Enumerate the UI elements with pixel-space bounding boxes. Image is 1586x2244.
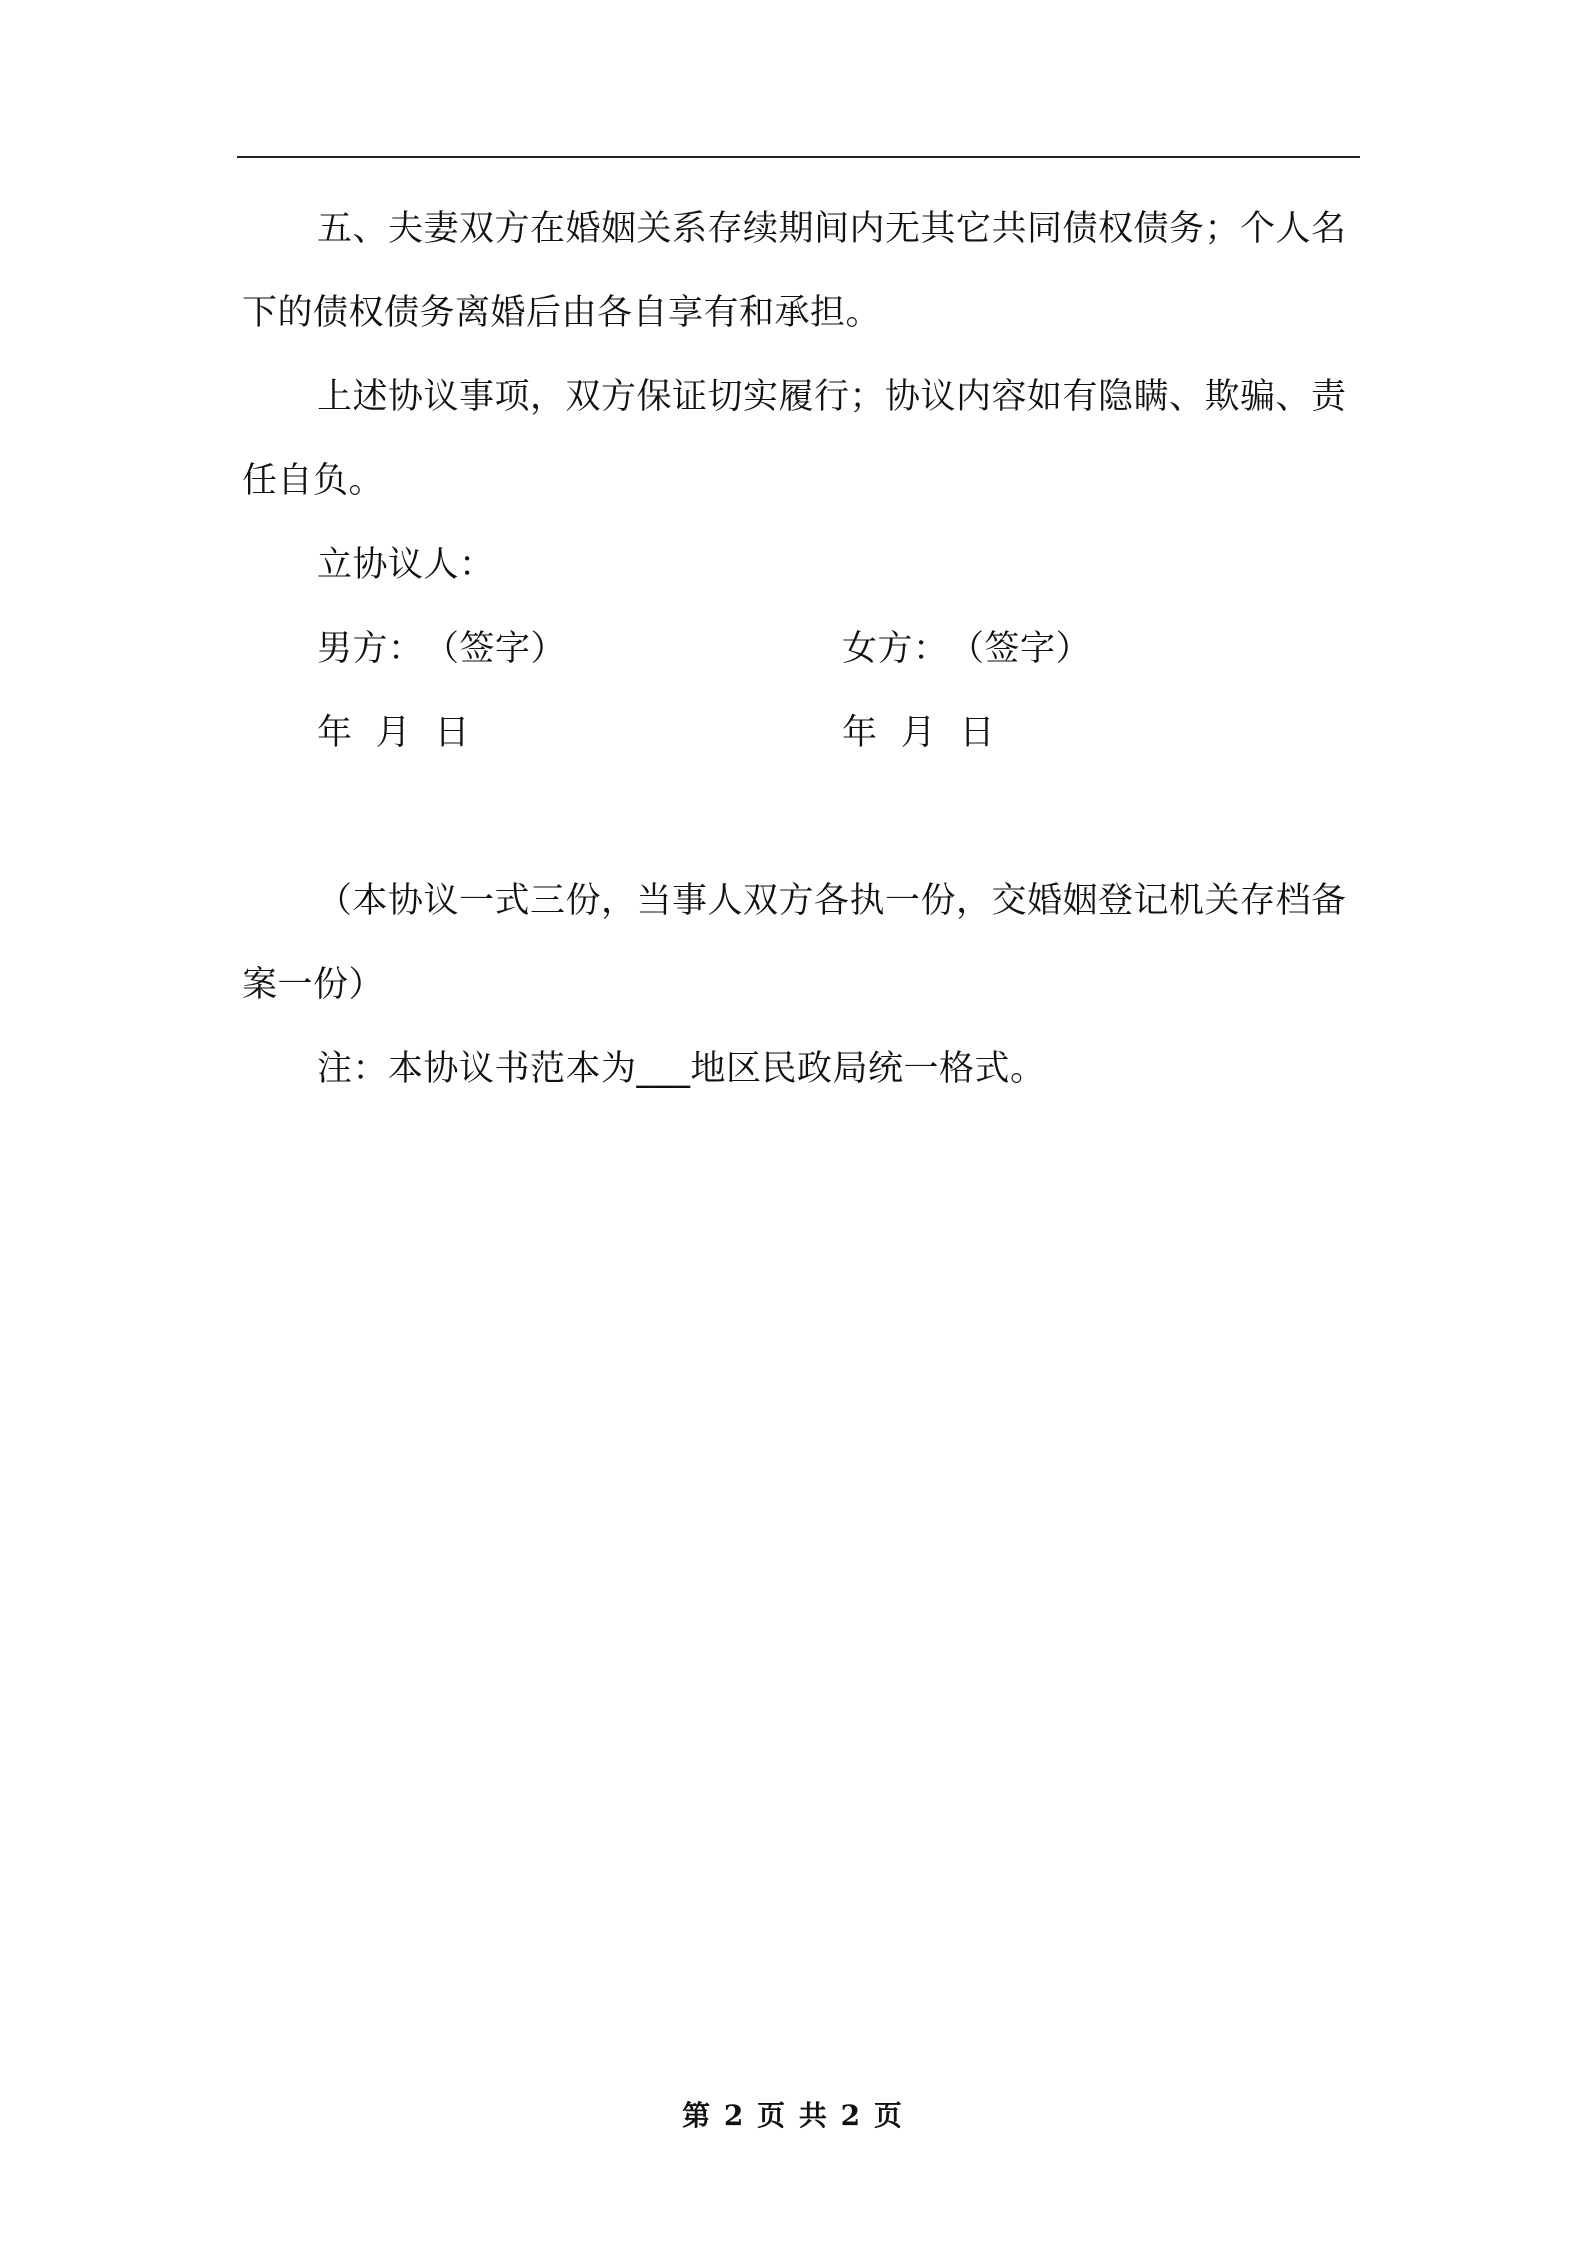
male-party-signature: 男方： （签字） <box>317 629 567 669</box>
paragraph-commitment: 上述协议事项，双方保证切实履行；协议内容如有隐瞒、欺骗、责任自负。 <box>242 377 1347 501</box>
paragraph-debts: 五、夫妻双方在婚姻关系存续期间内无其它共同债权债务；个人名下的债权债务离婚后由各自享有和承担。 <box>242 209 1347 333</box>
male-party-date: 年 月 日 <box>317 713 471 753</box>
female-party-signature: 女方： （签字） <box>842 629 1092 669</box>
page-number-footer: 第 2 页 共 2 页 <box>682 2099 904 2132</box>
format-note: 注：本协议书范本为___地区民政局统一格式。 <box>317 1049 1046 1089</box>
female-party-date: 年 月 日 <box>842 713 996 753</box>
copies-note: （本协议一式三份，当事人双方各执一份，交婚姻登记机关存档备案一份） <box>242 881 1347 1005</box>
header-rule <box>237 156 1360 158</box>
signatories-label: 立协议人： <box>317 545 495 585</box>
